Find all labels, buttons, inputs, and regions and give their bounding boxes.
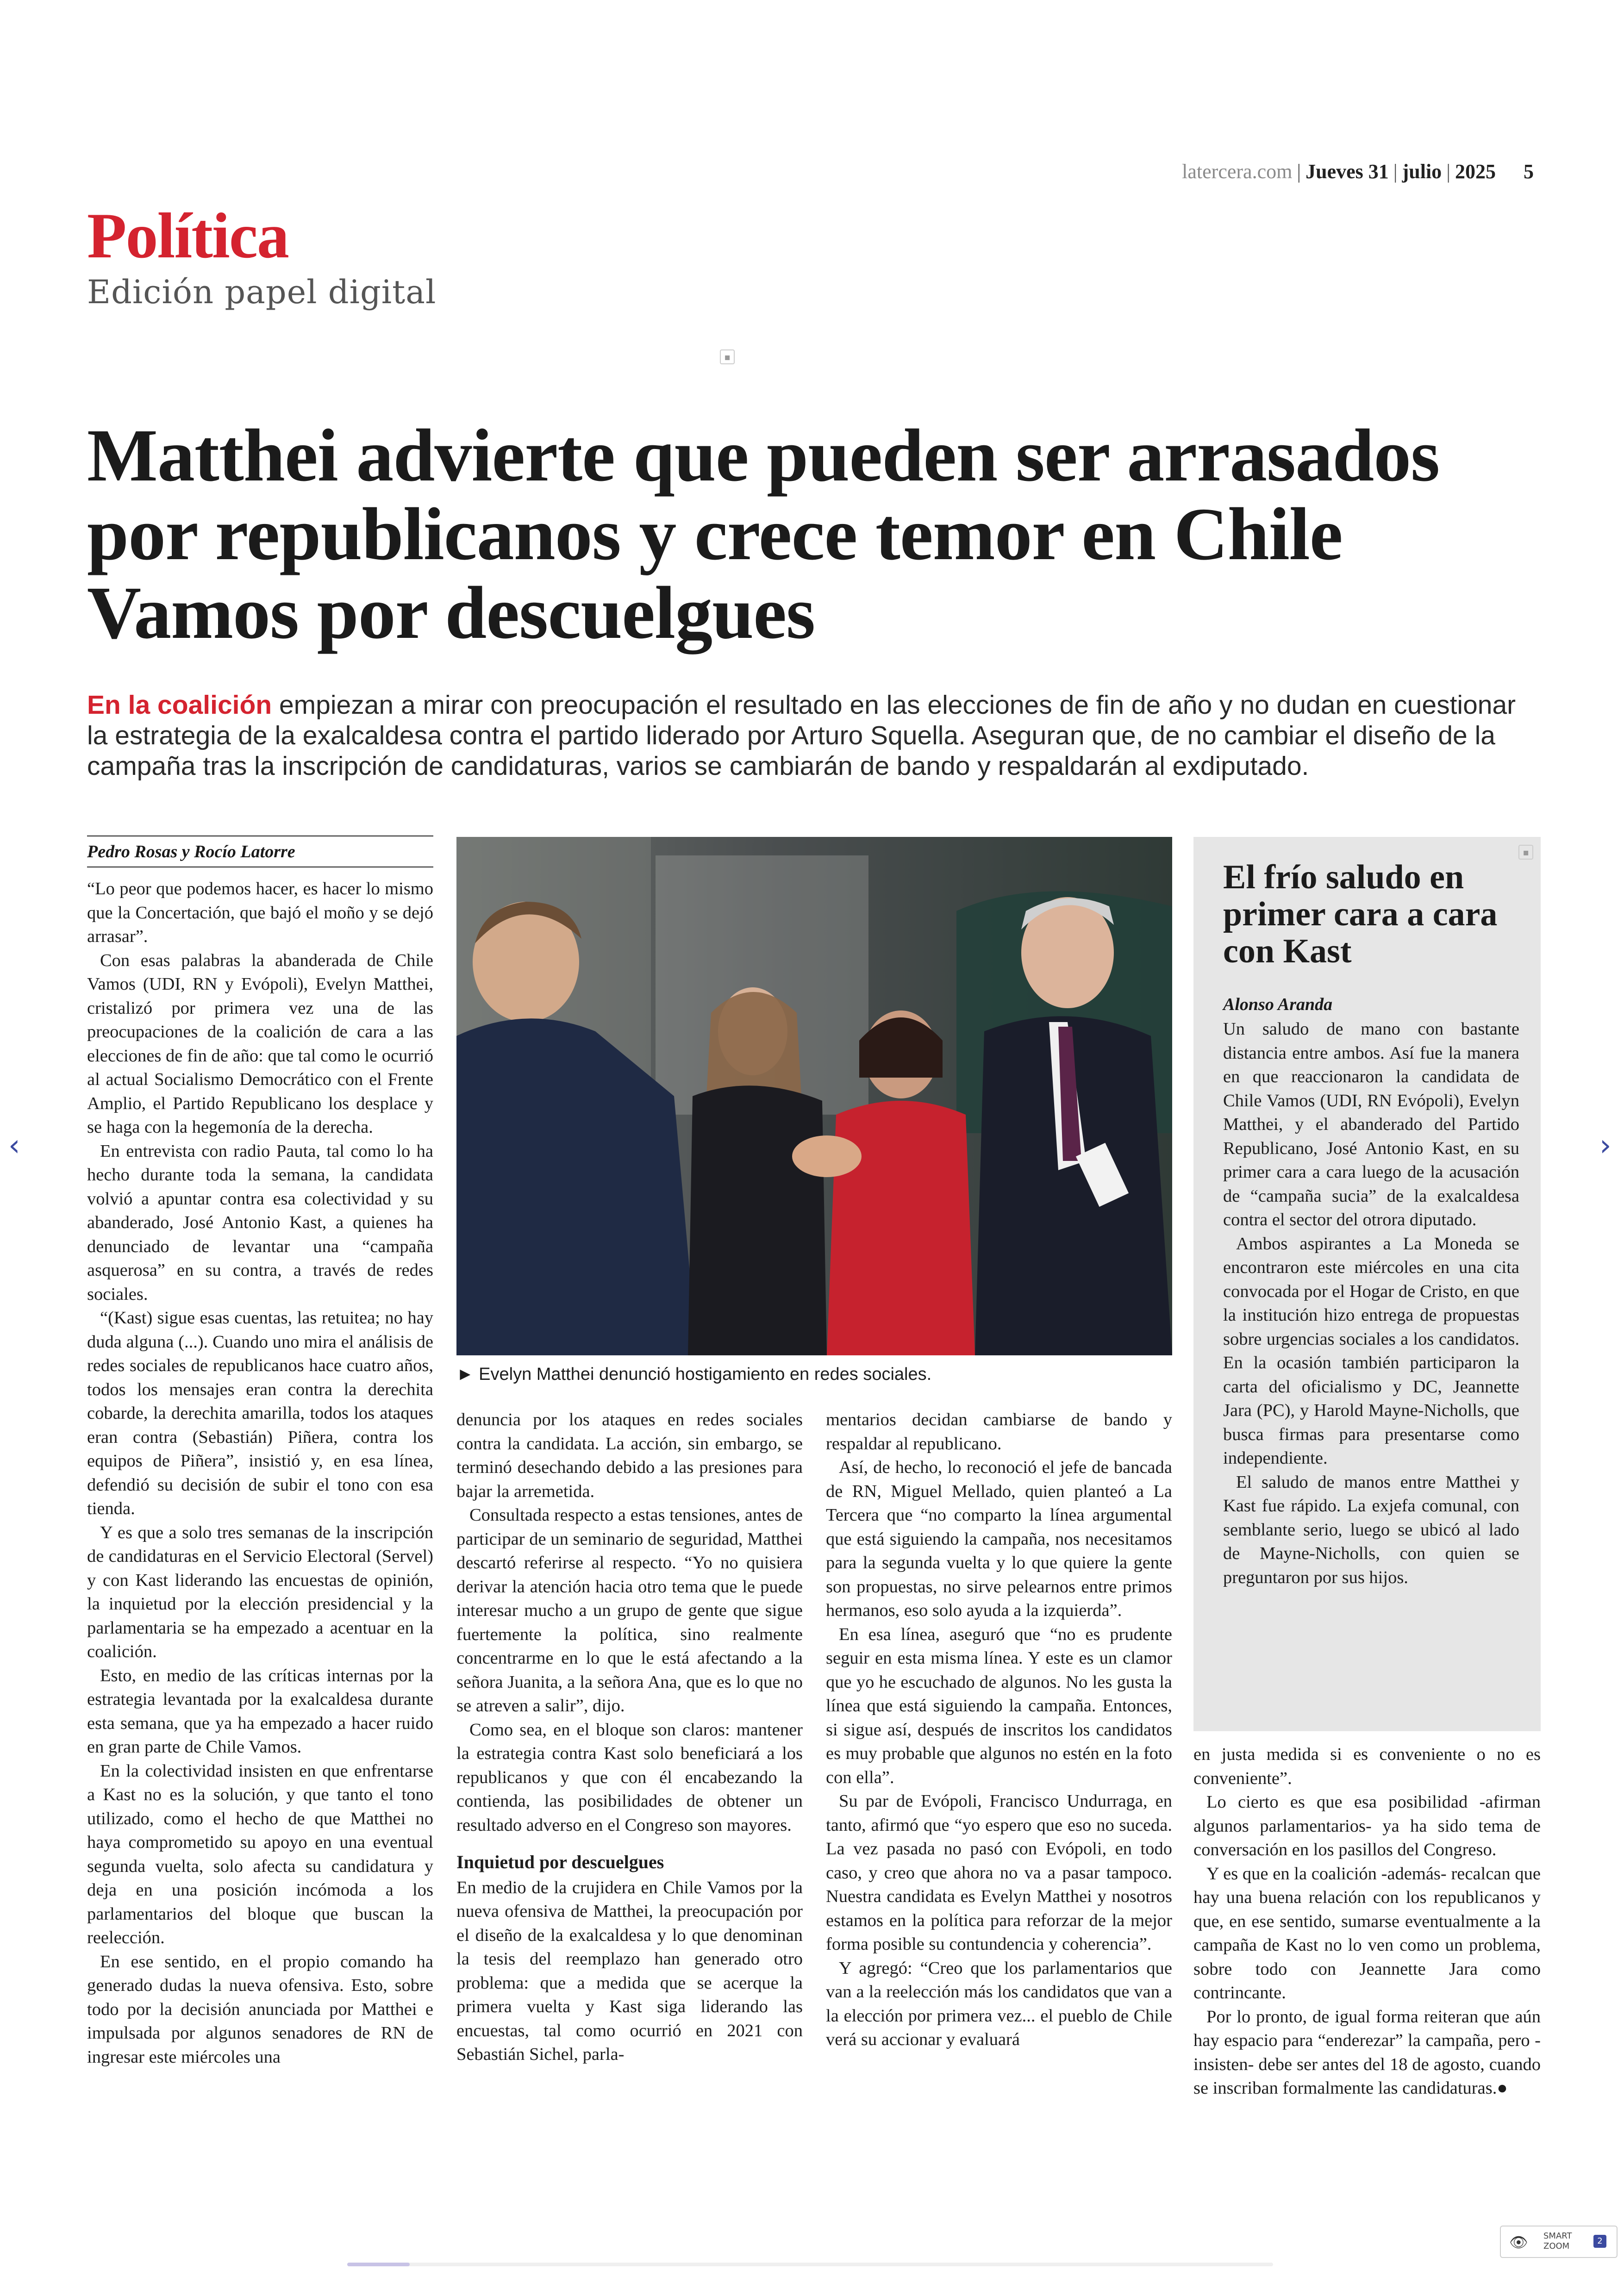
paragraph: Y es que en la coalición -además- recalcan que hay una buena relación con los republicanos y que, en ese sentido, sumarse eventualmente a la campaña de Kast no lo ven como un problema, sobre todo con Jeannette Jara como contrincante. [1193, 1864, 1541, 2002]
masthead-year: 2025 [1455, 160, 1496, 183]
section-title: Política [87, 200, 288, 272]
paragraph: Y agregó: “Creo que los parlamentarios que van a la reelección más los candidatos que van a la elección por primera vez... el pueblo de Chile verá su accionar y evaluará [826, 1958, 1172, 2049]
paragraph: Esto, en medio de las críticas internas por la estrategia levantada por la exalcaldesa durante esta semana, que ya ha empezado a hacer ruido en gran parte de Chile Vamos. [87, 1665, 433, 1757]
smart-zoom-label-line1: SMART [1543, 2231, 1572, 2241]
smart-zoom-label-line2: ZOOM [1543, 2241, 1570, 2251]
sidebar-body [1223, 1017, 1519, 1590]
article-column-1 [87, 877, 433, 2069]
smart-zoom-label [1543, 2231, 1572, 2251]
paragraph: El saludo de manos entre Matthei y Kast fue rápido. La exjefa comunal, con semblante serio, luego se ubicó al lado de Mayne-Nicholls, con quien se preguntaron por sus hijos. [1223, 1472, 1519, 1587]
paragraph: en justa medida si es conveniente o no es conveniente”. [1193, 1745, 1541, 1788]
paragraph: Un saludo de mano con bastante distancia entre ambos. Así fue la manera en que reaccionaron la candidata de Chile Vamos (UDI, RN Evópoli), Evelyn Matthei, y el abanderado del Partido Republicano, José Antonio Kast, en su primer cara a cara luego de la acusación de “campaña sucia” de la exalcaldesa contra el sector del otrora diputado. [1223, 1019, 1519, 1229]
scrollbar-thumb[interactable] [347, 2263, 410, 2266]
paragraph: denuncia por los ataques en redes sociales contra la candidata. La acción, sin embargo, se terminó desechando debido a las presiones para bajar la arremetida. [456, 1410, 803, 1501]
site-name: latercera.com [1182, 160, 1293, 183]
deck-text: empiezan a mirar con preocupación el resultado en las elecciones de fin de año y no dudan en cuestionar la estrategia de la exalcaldesa contra el partido liderado por Arturo Squella. Aseguran que, de no cambiar el diseño de la campaña tras la inscripción de candidaturas, varios se cambiarán de bando y respaldarán al exdiputado. [87, 690, 1516, 781]
page-number: 5 [1524, 160, 1534, 183]
paragraph: Ambos aspirantes a La Moneda se encontraron este miércoles en una cita convocada por el Hogar de Cristo, en que la institución hizo entrega de propuestas sobre urgencias sociales a los candidatos. En la ocasión también participaron la carta del oficialismo y DC, Jeannette Jara (PC), y Harold Mayne-Nicholls, que busca firmas para presentarse como independiente. [1223, 1234, 1519, 1468]
paragraph: “(Kast) sigue esas cuentas, las retuitea; no hay duda alguna (...). Cuando uno mira el análisis de redes sociales de republicanos hace cuatro años, todos los mensajes eran contra la derechita cobarde, la derechita amarilla, todos los ataques eran contra (Sebastián) Piñera, contra los equipos de Piñera”, insistió y, en esa línea, defendió su decisión de subir el tono con esa tienda. [87, 1308, 433, 1518]
article-headline: Matthei advierte que pueden ser arrasados por republicanos y crece temor en Chile Vamos por descuelgues [87, 414, 1440, 655]
paragraph: Su par de Evópoli, Francisco Undurraga, en tanto, afirmó que “yo espero que eso no suceda. La vez pasada no pasó con Evópoli, en todo caso, y creo que ahora no va a pasar tampoco. Nuestra candidata es Evelyn Matthei y nosotros estamos en la política para reforzar de la mejor forma posible su contundencia y coherencia”. [826, 1791, 1172, 1954]
paragraph: En esa línea, aseguró que “no es prudente seguir en esta misma línea. Y este es un clamor que yo he escuchado de algunos. No les gusta la línea que está siguiendo la campaña. Entonces, si sigue así, después de inscritos los candidatos es muy probable que algunos no estén en la foto con ella”. [826, 1624, 1172, 1787]
paragraph: En medio de la crujidera en Chile Vamos por la nueva ofensiva de Matthei, la preocupación por el diseño de la exalcaldesa y lo que denominan la tesis del reemplazo han generado otro problema: que a medida que se acerque la primera vuelta y Kast siga liderando las encuestas, tal como ocurrió en 2021 con Sebastián Sichel, parla- [456, 1877, 803, 2064]
article-column-3 [826, 1408, 1172, 2052]
masthead-line: latercera.com | Jueves 31 | julio | 2025 5 [1182, 160, 1534, 183]
paragraph: En entrevista con radio Pauta, tal como lo ha hecho durante toda la semana, la candidata volvió a apuntar contra esa colectividad y su abanderado, José Antonio Kast, a quienes ha denunciado de levantar una “campaña asquerosa” en su contra, a través de redes sociales. [87, 1141, 433, 1304]
masthead-month: julio [1402, 160, 1442, 183]
prev-page-icon[interactable]: ‹ [8, 1129, 20, 1163]
article-subhead: Inquietud por descuelgues [456, 1852, 664, 1872]
article-column-4 [1193, 1743, 1541, 2101]
next-page-icon[interactable]: › [1599, 1129, 1612, 1163]
article-column-2 [456, 1408, 803, 2067]
photo-caption: ► Evelyn Matthei denunció hostigamiento en redes sociales. [456, 1365, 932, 1384]
paragraph: En ese sentido, en el propio comando ha generado dudas la nueva ofensiva. Esto, sobre todo por la decisión anunciada por Matthei e impulsada por algunos senadores de RN de ingresar este miércoles una [87, 1952, 433, 2067]
photo-illustration [456, 837, 1172, 1355]
smart-zoom-badge: 2 [1593, 2235, 1606, 2248]
paragraph: Lo cierto es que esa posibilidad -afirman algunos parlamentarios- ya ha sido tema de conversación en los pasillos del Congreso. [1193, 1792, 1541, 1859]
paragraph: Con esas palabras la abanderada de Chile Vamos (UDI, RN y Evópoli), Evelyn Matthei, cristalizó por primera vez una de las preocupaciones de la coalición de cara a las elecciones de fin de año: que tal como le ocurrió al actual Socialismo Democrático con el Frente Amplio, el Partido Republicano los desplace y se haga con la hegemonía de la derecha. [87, 950, 433, 1137]
masthead-day: Jueves 31 [1305, 160, 1389, 183]
eye-icon: 👁 [1509, 2233, 1528, 2251]
section-subtitle: Edición papel digital [87, 273, 437, 311]
paragraph: Y es que a solo tres semanas de la inscripción de candidaturas en el Servicio Electoral (Servel) y con Kast liderando las encuestas de opinión, la inquietud por la elección presidencial y la parlamentaria se ha empezado a acentuar en la coalición. [87, 1522, 433, 1661]
paragraph: “Lo peor que podemos hacer, es hacer lo mismo que la Concertación, que bajó el moño y se dejó arrasar”. [87, 879, 433, 946]
article-photo [456, 837, 1172, 1355]
deck-lead: En la coalición [87, 690, 272, 720]
article-byline: Pedro Rosas y Rocío Latorre [87, 842, 295, 861]
paragraph: mentarios decidan cambiarse de bando y respaldar al republicano. [826, 1410, 1172, 1453]
sidebar-author: Alonso Aranda [1223, 995, 1333, 1014]
paragraph: Como sea, en el bloque son claros: mantener la estrategia contra Kast solo beneficiará a los republicanos y que con él encabezando la contienda, las posibilidades de obtener un resultado adverso en el Congreso son mayores. [456, 1720, 803, 1835]
paragraph: En la colectividad insisten en que enfrentarse a Kast no es la solución, y que tanto el tono utilizado, como el hecho de que Matthei no haya comprometido su apoyo en una eventual segunda vuelta, solo afecta su candidatura y deja en una posición incómoda a los parlamentarios del bloque que buscan la reelección. [87, 1761, 433, 1947]
smart-zoom-button[interactable] [1500, 2226, 1618, 2258]
paragraph: Por lo pronto, de igual forma reiteran que aún hay espacio para “enderezar” la campaña, pero -insisten- debe ser antes del 18 de agosto, cuando se inscriban formalmente las candidaturas.● [1193, 2007, 1541, 2098]
ad-marker-icon: ▪ [1518, 845, 1533, 860]
sidebar-title: El frío saludo en primer cara a cara con Kast [1223, 858, 1498, 970]
paragraph: Así, de hecho, lo reconoció el jefe de bancada de RN, Miguel Mellado, quien planteó a La Tercera que “no comparto la línea argumental que está siguiendo la campaña, nos necesitamos para la segunda vuelta y lo que quiere la gente son propuestas, no sirve pelearnos entre primos hermanos, eso solo ayuda a la izquierda”. [826, 1458, 1172, 1620]
article-deck [87, 690, 1531, 781]
paragraph: Consultada respecto a estas tensiones, antes de participar de un seminario de seguridad, Matthei descartó referirse al respecto. “Yo no quisiera derivar la atención hacia otro tema que le puede interesar mucho a un grupo de gente que sigue fuertemente la política, sino realmente concentrarme en lo que le está afectando a la señora Juanita, a la señora Ana, que es lo que no se atreven a salir”, dijo. [456, 1505, 803, 1715]
horizontal-scrollbar[interactable] [347, 2263, 1273, 2266]
ad-marker-icon: ▪ [720, 349, 735, 364]
